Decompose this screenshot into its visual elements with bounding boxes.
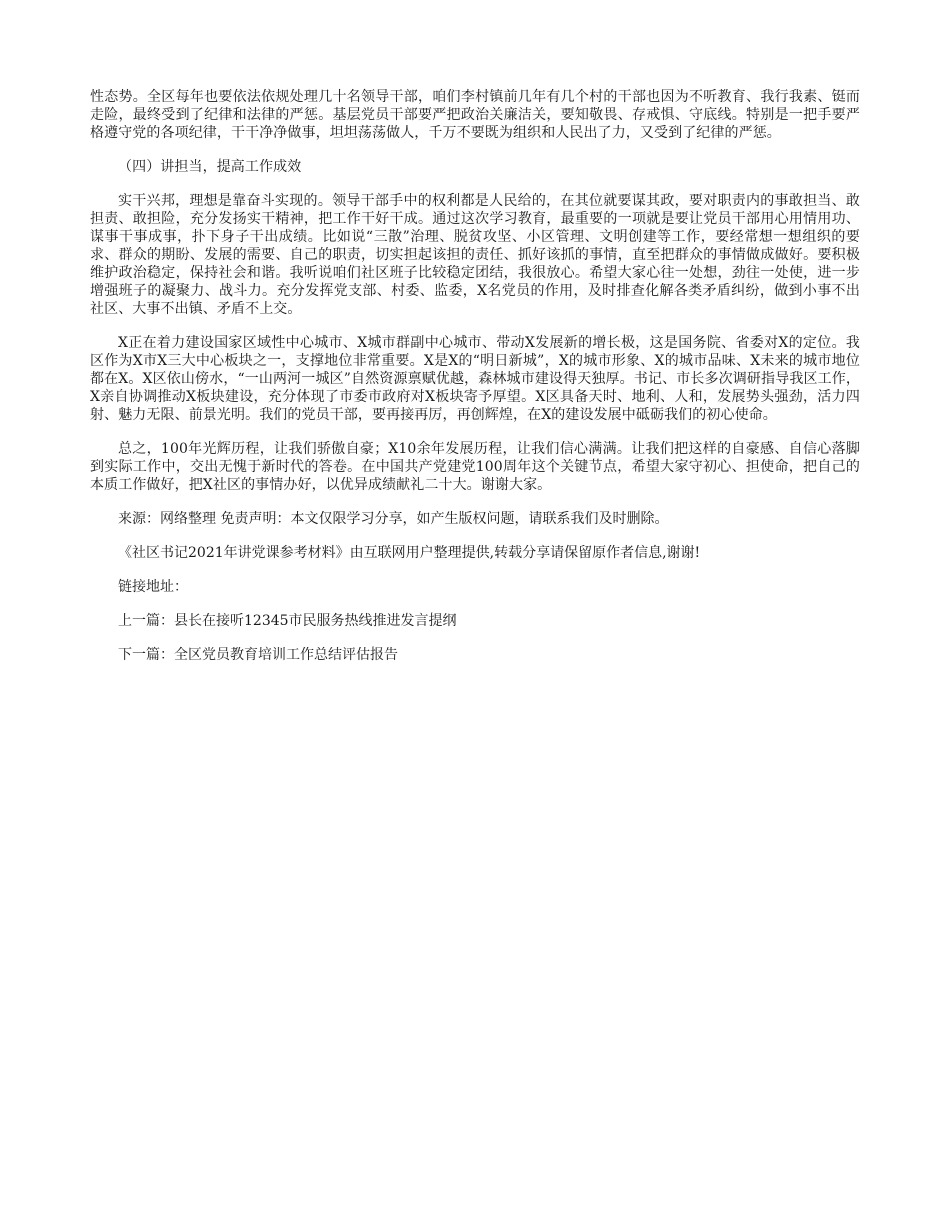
next-article-link[interactable]: 下一篇：全区党员教育培训工作总结评估报告	[118, 647, 398, 663]
paragraph-responsibility: 实干兴邦，理想是靠奋斗实现的。领导干部手中的权利都是人民给的，在其位就要谋其政，要对职责内的事敢担当、敢担责、敢担险，充分发扬实干精神，把工作干好干成。通过这次学习教育，最重要的一项就是要让党员干部用心用情用功、谋事干事成事，扑下身子干出成绩。比如说“三散”治理、脱贫攻坚、小区管理、文明创建等工作，要经常想一想组织的要求、群众的期盼、发展的需要、自己的职责，切实担起该担的责任、抓好该抓的事情，直至把群众的事情做成做好。要积极维护政治稳定，保持社会和谐。我听说咱们社区班子比较稳定团结，我很放心。希望大家心往一处想，劲往一处使，进一步增强班子的凝聚力、战斗力。充分发挥党支部、村委、监委，X名党员的作用，及时排查化解各类矛盾纠纷，做到小事不出社区、大事不出镇、矛盾不上交。	[90, 193, 860, 317]
link-address-label: 链接地址：	[118, 579, 188, 595]
previous-article-link[interactable]: 上一篇：县长在接听12345市民服务热线推进发言提纲	[118, 613, 457, 629]
paragraph-conclusion: 总之，100年光辉历程，让我们骄傲自豪；X10余年发展历程，让我们信心满满。让我们把这样的自豪感、自信心落脚到实际工作中，交出无愧于新时代的答卷。在中国共产党建党100周年这个关键节点，希望大家守初心、担使命，把自己的本质工作做好，把X社区的事情办好，以优异成绩献礼二十大。谢谢大家。	[90, 441, 860, 493]
source-disclaimer: 来源：网络整理 免责声明：本文仅限学习分享，如产生版权问题，请联系我们及时删除。	[118, 511, 669, 527]
document-body	[90, 88, 860, 664]
attribution-note: 《社区书记2021年讲党课参考材料》由互联网用户整理提供,转载分享请保留原作者信息,谢谢!	[118, 545, 701, 561]
section-heading-responsibility: （四）讲担当，提高工作成效	[118, 159, 302, 175]
paragraph-discipline: 性态势。全区每年也要依法依规处理几十名领导干部，咱们李村镇前几年有几个村的干部也因为不听教育、我行我素、铤而走险，最终受到了纪律和法律的严惩。基层党员干部要严把政治关廉洁关，要知敬畏、存戒惧、守底线。特别是一把手要严格遵守党的各项纪律，干干净净做事，坦坦荡荡做人，千万不要既为组织和人民出了力，又受到了纪律的严惩。	[90, 89, 860, 141]
paragraph-city-positioning: X正在着力建设国家区域性中心城市、X城市群副中心城市、带动X发展新的增长极，这是国务院、省委对X的定位。我区作为X市X三大中心板块之一，支撑地位非常重要。X是X的“明日新城”，X的城市形象、X的城市品味、X未来的城市地位都在X。X区依山傍水，“一山两河一城区”自然资源禀赋优越，森林城市建设得天独厚。书记、市长多次调研指导我区工作，X亲自协调推动X板块建设，充分体现了市委市政府对X板块寄予厚望。X区具备天时、地利、人和，发展势头强劲，活力四射、魅力无限、前景光明。我们的党员干部，要再接再厉，再创辉煌，在X的建设发展中砥砺我们的初心使命。	[90, 335, 860, 423]
